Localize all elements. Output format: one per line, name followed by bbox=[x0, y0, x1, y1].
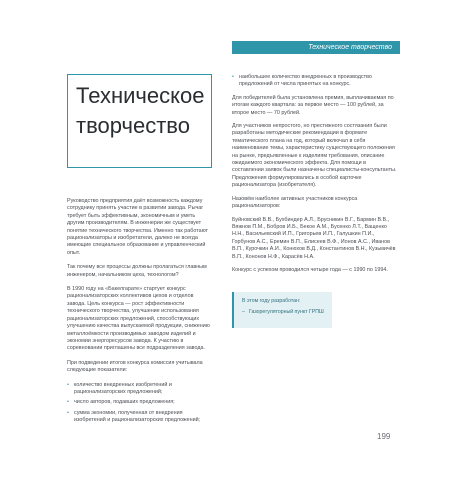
section-header-label: Техническое творчество bbox=[308, 44, 392, 51]
paragraph: Для участников непростого, но престижного состязания были разработаны методические рекомендации в формате тематического плана на год, который включал в себя наименование темы, характеристику существующего положения на рынке, предъявленные к изделиям требования, описание ожидаемого экономического эффекта. Для помощи в составлении заявок были назначены специалисты-консультанты. Предложения формулировались в особой карточке рационализатора (изобретателя). bbox=[232, 123, 397, 189]
criteria-list-continued bbox=[232, 74, 398, 89]
title-line-1: Техническое bbox=[76, 83, 205, 108]
right-column bbox=[232, 74, 398, 328]
criteria-list bbox=[67, 382, 212, 425]
page-title bbox=[76, 81, 203, 141]
paragraph: При подведении итогов конкурса комиссия учитывала следующие показатели: bbox=[67, 359, 203, 374]
page-number: 199 bbox=[377, 432, 391, 441]
list-item: • число авторов, подавших предложения; bbox=[67, 399, 212, 406]
title-box bbox=[67, 74, 212, 168]
participants-list: Буйновский В.В., Бухбиндер А.Л., Брусникин В.Г., Бармин В.В., Вяжнов П.М., Бобров И.Б., Бекое А.М., Бусенко Л.Т., Ващенко Н.Н., Васильевский И.П., Григорьев И.П., Галушкин П.И., Горбунов А.С., Еремин В.П., Елисеев В.Ф., Ионов А.С., Иванов В.П., Курочкин А.И., Конюхов В.Д., Константинов В.Н., Кузьмичёв В.П., Кононов Н.Ф., Карасёв Н.А. bbox=[232, 216, 396, 260]
info-box-heading: В этом году разработан: bbox=[242, 298, 301, 305]
section-header-band bbox=[232, 41, 400, 54]
paragraph: Для победителей была установлена премия, выплачиваемая по итогам каждого квартала: за первое место — 100 рублей, за второе место — 70 рублей. bbox=[232, 94, 394, 116]
list-item: • количество внедренных изобретений и рационализаторских предложений; bbox=[67, 382, 212, 397]
paragraph: Руководство предприятия даёт возможность каждому сотруднику принять участие в развитии завода. Рычаг требует быть эффективным, экономичным и уметь другим производителям. В инженерии же существует понятие технического творчества. Именно так работают рационализаторы и изобретатели, далеко не всегда имеющие специальное образование и управленческий опыт. bbox=[67, 198, 208, 256]
paragraph: Так почему все процессы должны пролагаться главным инженером, начальником цеха, технологом? bbox=[67, 264, 207, 278]
paragraph: В 1990 году на «Бакелгарате» стартует конкурс рационализаторских коллективов цехов и отделов завода. Цель конкурса — рост эффективности технического творчества, улучшение использования рационализаторских предложений, способствующих улучшению качества выпускаемой продукции, снижению металлоёмкости производимых заводом изделий и экономии энергоресурсов завода. К участию в соревновании приглашены все подразделения завода. bbox=[67, 286, 210, 352]
left-column bbox=[67, 74, 212, 431]
info-box bbox=[232, 292, 332, 328]
info-box-item: – Газорегуляторный пункт ГРПШ bbox=[242, 309, 324, 316]
paragraph: Назовём наиболее активных участников конкурса рационализаторов: bbox=[232, 195, 358, 210]
info-box-list bbox=[242, 309, 324, 316]
list-item: • наибольшее количество внедренных в производство предложений от числа принятых на конкурс. bbox=[232, 74, 398, 89]
list-item: • сумма экономии, полученная от внедрения изобретений и рационализаторских предложений; bbox=[67, 410, 212, 425]
paragraph: Конкурс с успехом проводился четыре года — с 1990 по 1994. bbox=[232, 266, 388, 273]
title-line-2: творчество bbox=[76, 113, 190, 138]
